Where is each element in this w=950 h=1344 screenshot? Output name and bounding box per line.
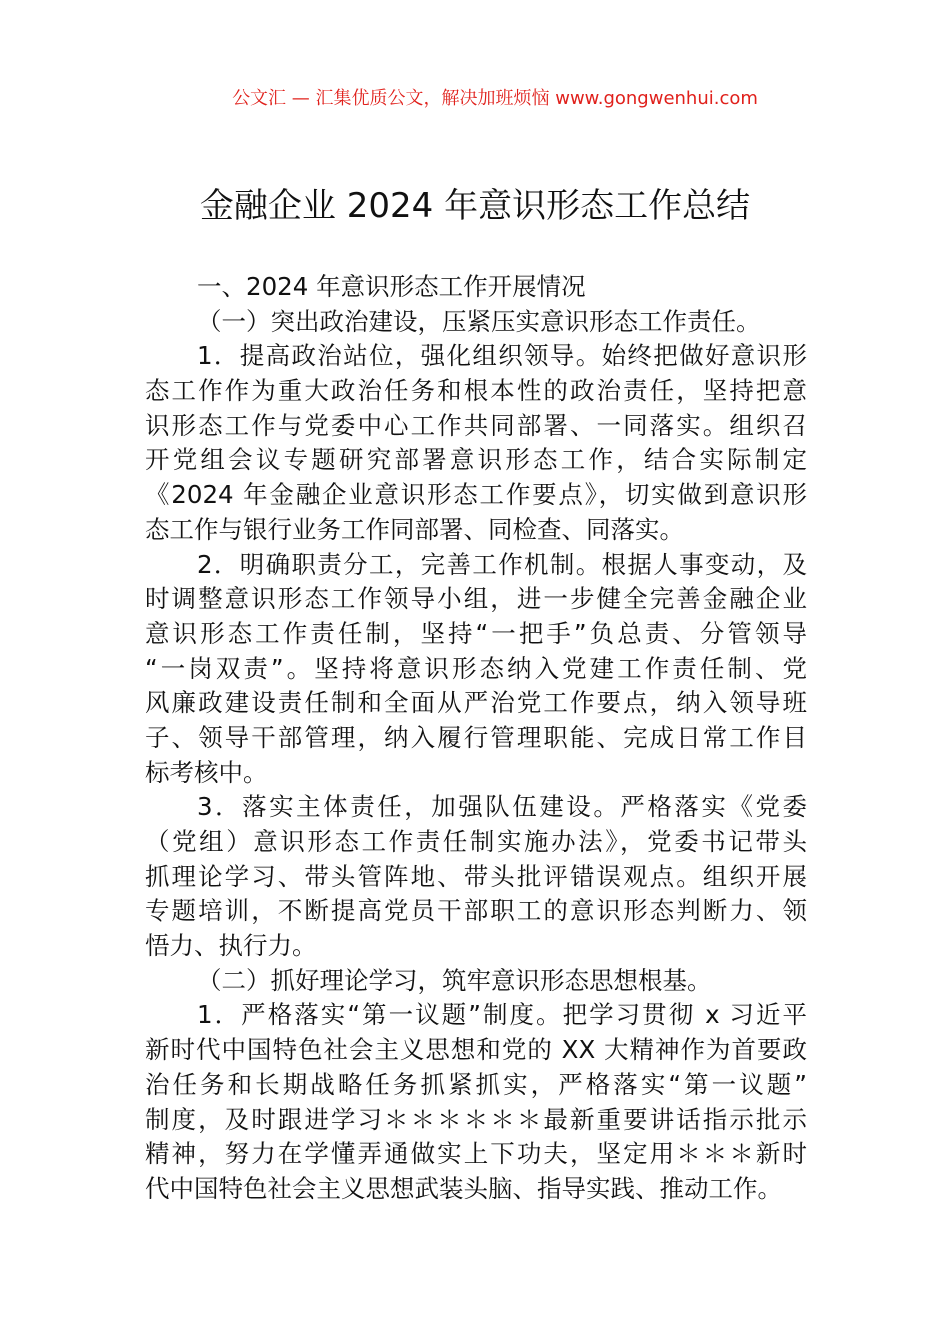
paragraph-line: 3．落实主体责任，加强队伍建设。严格落实《党委: [197, 792, 807, 822]
document-body: [145, 270, 807, 1207]
paragraph-line: 风廉政建设责任制和全面从严治党工作要点，纳入领导班: [145, 688, 807, 718]
paragraph-line: 开党组会议专题研究部署意识形态工作，结合实际制定: [145, 445, 807, 475]
paragraph-line: 意识形态工作责任制，坚持“一把手”负总责、分管领导: [145, 618, 807, 648]
paragraph: [145, 790, 807, 963]
paragraph-line: （二）抓好理论学习，筑牢意识形态思想根基。: [197, 965, 712, 995]
paragraph-line: 代中国特色社会主义思想武装头脑、指导实践、推动工作。: [145, 1173, 782, 1203]
paragraph: [145, 964, 807, 999]
paragraph: [145, 305, 807, 340]
paragraph-line: 1．提高政治站位，强化组织领导。始终把做好意识形: [197, 341, 807, 371]
paragraph: [145, 998, 807, 1206]
paragraph-line: 子、领导干部管理，纳入履行管理职能、完成日常工作目: [145, 722, 807, 752]
paragraph: [145, 270, 807, 305]
paragraph-line: 标考核中。: [145, 757, 268, 787]
paragraph-line: 态工作作为重大政治任务和根本性的政治责任，坚持把意: [145, 376, 807, 406]
paragraph: [145, 548, 807, 791]
paragraph-line: 悟力、执行力。: [145, 931, 317, 961]
paragraph-line: 新时代中国特色社会主义思想和党的 XX 大精神作为首要政: [145, 1035, 807, 1065]
paragraph-line: “一岗双责”。坚持将意识形态纳入党建工作责任制、党: [145, 653, 807, 683]
watermark-banner: 公文汇 — 汇集优质公文，解决加班烦恼 www.gongwenhui.com: [232, 88, 758, 109]
paragraph-line: 专题培训，不断提高党员干部职工的意识形态判断力、领: [145, 896, 807, 926]
paragraph-line: （一）突出政治建设，压紧压实意识形态工作责任。: [197, 306, 761, 336]
paragraph-line: 《2024 年金融企业意识形态工作要点》，切实做到意识形: [145, 480, 807, 510]
paragraph-line: 精神，努力在学懂弄通做实上下功夫，坚定用＊＊＊新时: [145, 1139, 807, 1169]
paragraph-line: 2．明确职责分工，完善工作机制。根据人事变动，及: [197, 549, 807, 579]
paragraph-line: 1．严格落实“第一议题”制度。把学习贯彻 x 习近平: [197, 1000, 807, 1030]
document-title: 金融企业 2024 年意识形态工作总结: [199, 186, 751, 226]
paragraph-line: 识形态工作与党委中心工作共同部署、一同落实。组织召: [145, 410, 807, 440]
paragraph-line: （党组）意识形态工作责任制实施办法》，党委书记带头: [145, 827, 807, 856]
paragraph-line: 态工作与银行业务工作同部署、同检查、同落实。: [145, 514, 684, 544]
paragraph-line: 制度，及时跟进学习＊＊＊＊＊＊最新重要讲话指示批示: [145, 1104, 807, 1134]
paragraph-line: 抓理论学习、带头管阵地、带头批评错误观点。组织开展: [145, 861, 807, 891]
paragraph-line: 时调整意识形态工作领导小组，进一步健全完善金融企业: [145, 584, 807, 614]
paragraph-line: 治任务和长期战略任务抓紧抓实，严格落实“第一议题”: [145, 1069, 807, 1099]
paragraph: [145, 339, 807, 547]
paragraph-line: 一、2024 年意识形态工作开展情况: [197, 272, 586, 301]
